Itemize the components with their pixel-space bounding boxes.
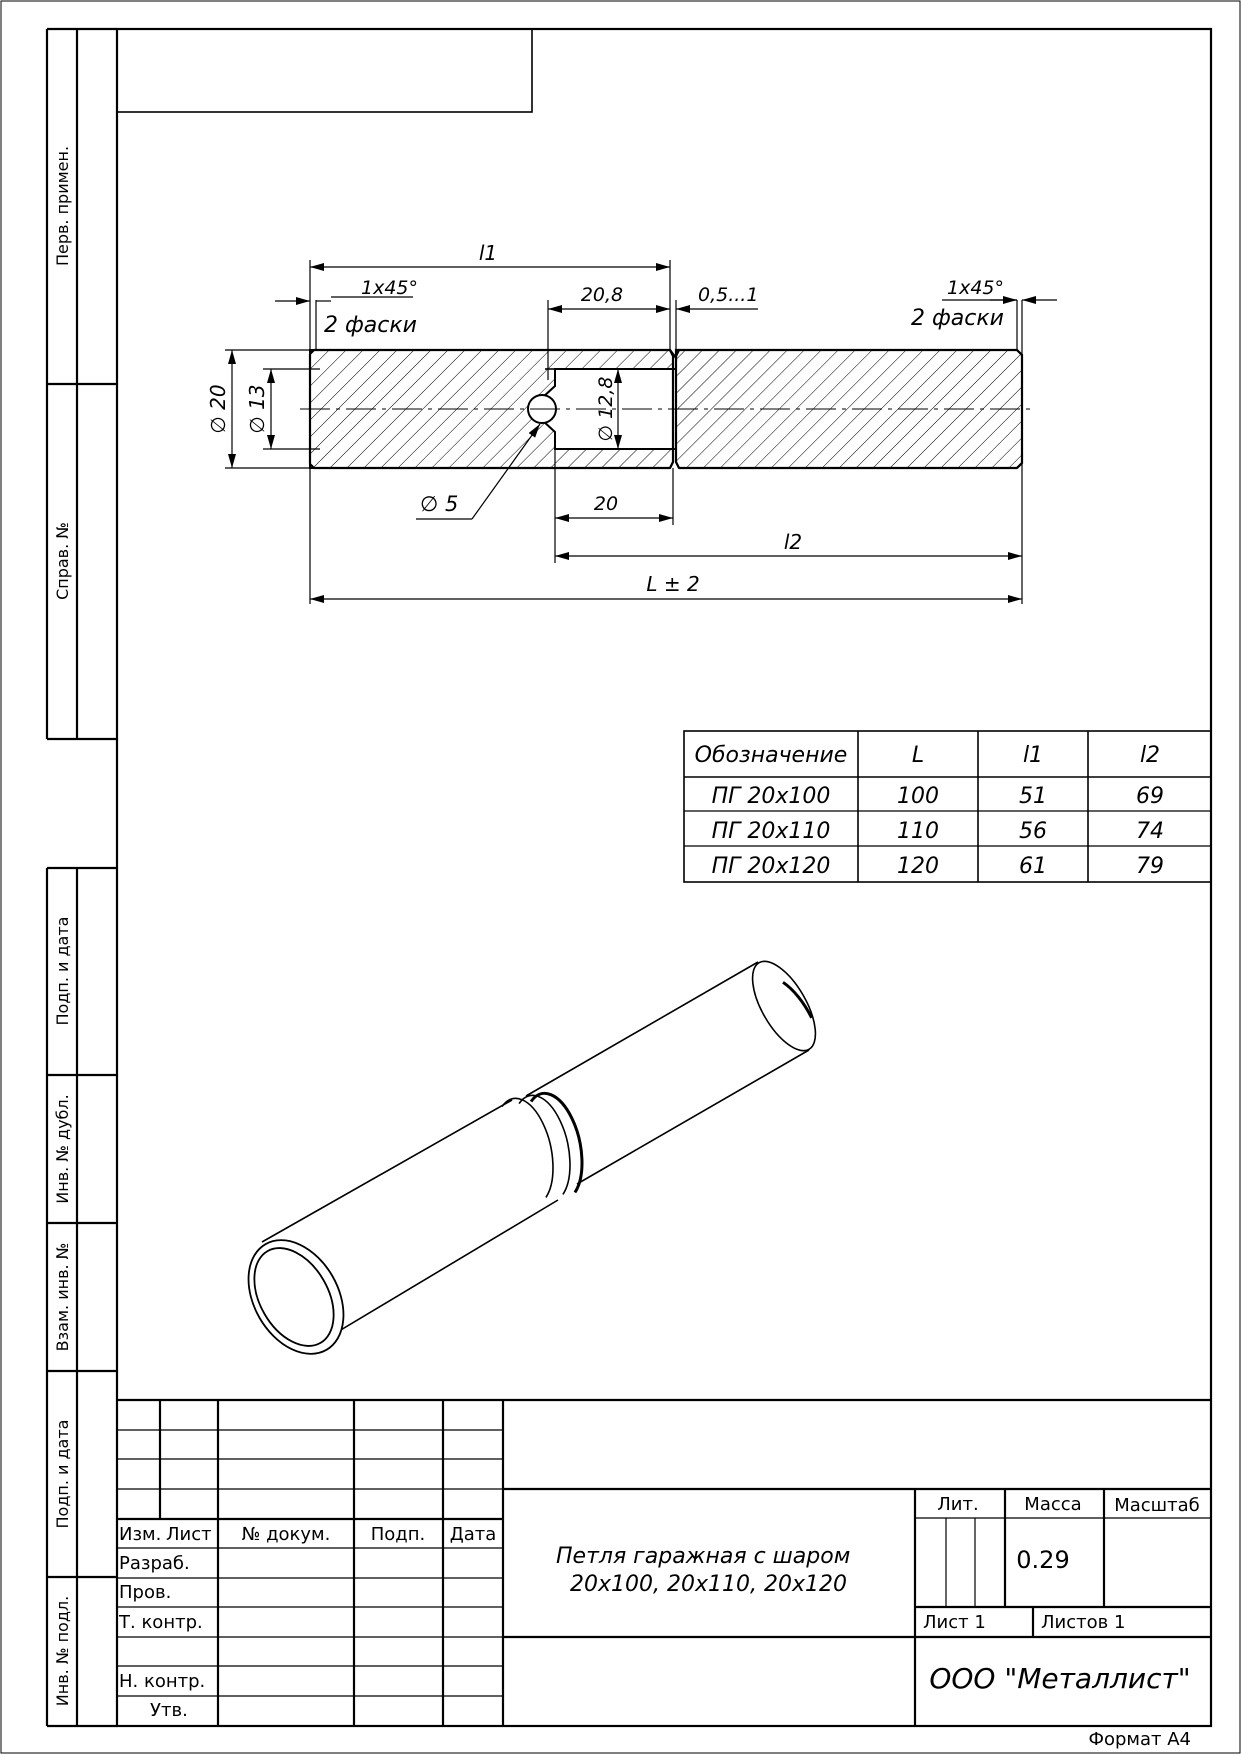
label-t-kontr: Т. контр.: [119, 1612, 203, 1633]
side-label-inv-dubl: Инв. № дубл.: [53, 1094, 72, 1204]
table-cell: 61: [1019, 854, 1047, 879]
side-label-sprav: Справ. №: [53, 522, 72, 600]
label-sheets: Листов 1: [1041, 1612, 1126, 1633]
label-razrab: Разраб.: [119, 1553, 190, 1574]
document-title-line1: Петля гаражная с шаром: [556, 1544, 851, 1569]
label-utv: Утв.: [150, 1700, 188, 1721]
label-sheet: Лист 1: [923, 1612, 986, 1633]
dim-chamfer-left-note: 2 фаски: [324, 313, 417, 338]
table-cell: 120: [897, 854, 939, 879]
dim-L: L ± 2: [646, 572, 700, 596]
table-cell: 51: [1019, 784, 1047, 809]
table-cell: 110: [897, 819, 939, 844]
sheet-edge: [1, 1, 1240, 1753]
label-prov: Пров.: [119, 1582, 172, 1603]
dim-chamfer-right: 1x45°: [947, 277, 1005, 299]
label-n-dokum: № докум.: [241, 1524, 331, 1545]
table-header-l2: l2: [1139, 743, 1161, 768]
dim-d20: ∅ 20: [206, 384, 230, 434]
label-list: Лист: [166, 1524, 212, 1545]
side-label-vzam-inv: Взам. инв. №: [53, 1242, 72, 1352]
dim-l2: l2: [783, 530, 803, 554]
table-cell: ПГ 20х110: [711, 819, 831, 844]
dim-groove: 0,5...1: [698, 284, 759, 306]
dim-d12-8: ∅ 12,8: [595, 376, 617, 442]
table-header-l1: l1: [1022, 743, 1044, 768]
side-label-inv-podl: Инв. № подл.: [53, 1595, 72, 1707]
table-cell: ПГ 20х120: [711, 854, 831, 879]
dim-l1: l1: [478, 241, 498, 265]
table-header-L: L: [911, 743, 925, 768]
label-izm: Изм.: [119, 1524, 162, 1545]
format-label: Формат А4: [1088, 1729, 1191, 1750]
company-name: ООО "Металлист": [929, 1662, 1191, 1695]
label-massa: Масса: [1024, 1494, 1082, 1515]
part-section-view: [300, 350, 1035, 468]
mass-value: 0.29: [1016, 1546, 1070, 1574]
side-label-perv-primen: Перв. примен.: [53, 145, 72, 267]
table-cell: 69: [1136, 784, 1164, 809]
top-left-box: [117, 29, 532, 112]
isometric-view: [229, 952, 828, 1371]
dim-d5: ∅ 5: [420, 492, 459, 516]
side-label-podp-data-2: Подп. и дата: [53, 1419, 72, 1529]
table-cell: 56: [1019, 819, 1047, 844]
label-lit: Лит.: [937, 1494, 979, 1515]
table-cell: 100: [897, 784, 939, 809]
dim-chamfer-left: 1x45°: [361, 277, 419, 299]
table-cell: 74: [1136, 819, 1164, 844]
table-header-designation: Обозначение: [694, 743, 848, 768]
dim-chamfer-right-note: 2 фаски: [911, 306, 1004, 331]
table-cell: 79: [1136, 854, 1164, 879]
dim-d13: ∅ 13: [245, 384, 269, 434]
side-label-podp-data-1: Подп. и дата: [53, 916, 72, 1026]
label-podp: Подп.: [370, 1524, 426, 1545]
table-cell: ПГ 20х100: [711, 784, 831, 809]
dim-20: 20: [593, 493, 619, 515]
label-data: Дата: [449, 1524, 497, 1545]
label-masshtab: Масштаб: [1114, 1495, 1200, 1516]
document-title-line2: 20х100, 20х110, 20х120: [570, 1572, 847, 1597]
label-n-kontr: Н. контр.: [119, 1671, 206, 1692]
dim-20-8: 20,8: [580, 284, 624, 306]
